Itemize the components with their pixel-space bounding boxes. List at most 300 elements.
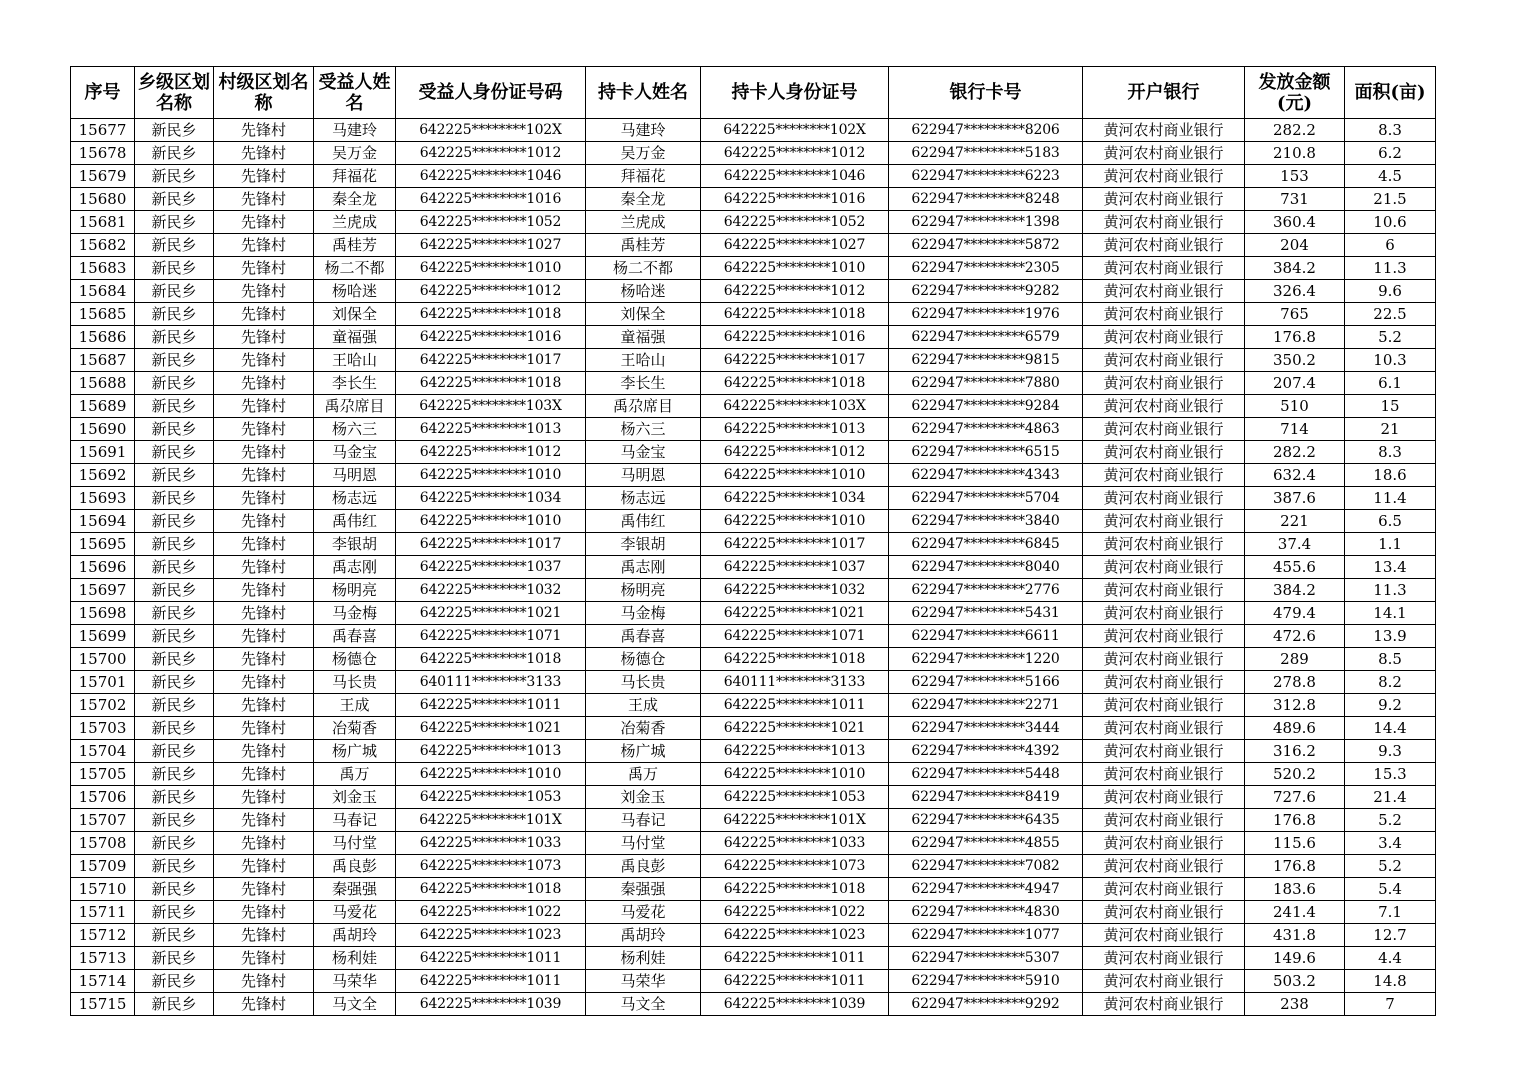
cell-bank-card: 622947*********1398 <box>889 211 1083 234</box>
cell-beneficiary-id: 640111********3133 <box>396 671 586 694</box>
cell-cardholder-id: 642225********102X <box>701 119 889 142</box>
table-row <box>71 671 1436 694</box>
cell-bank: 黄河农村商业银行 <box>1083 809 1245 832</box>
cell-bank-card: 622947*********9282 <box>889 280 1083 303</box>
cell-bank: 黄河农村商业银行 <box>1083 671 1245 694</box>
cell-beneficiary-name: 马金梅 <box>314 602 396 625</box>
cell-amount: 384.2 <box>1245 579 1345 602</box>
cell-cardholder-id: 642225********1027 <box>701 234 889 257</box>
cell-village: 先锋村 <box>214 303 314 326</box>
cell-township: 新民乡 <box>135 855 214 878</box>
cell-serial-number: 15678 <box>71 142 135 165</box>
cell-beneficiary-name: 拜福花 <box>314 165 396 188</box>
cell-amount: 731 <box>1245 188 1345 211</box>
cell-serial-number: 15707 <box>71 809 135 832</box>
cell-beneficiary-name: 马金宝 <box>314 441 396 464</box>
table-row <box>71 211 1436 234</box>
cell-township: 新民乡 <box>135 556 214 579</box>
cell-bank: 黄河农村商业银行 <box>1083 993 1245 1016</box>
cell-cardholder-name: 杨哈迷 <box>586 280 701 303</box>
cell-beneficiary-name: 马建玲 <box>314 119 396 142</box>
cell-area: 9.2 <box>1345 694 1436 717</box>
header-area: 面积(亩) <box>1345 67 1436 119</box>
cell-beneficiary-id: 642225********1010 <box>396 763 586 786</box>
cell-area: 6.1 <box>1345 372 1436 395</box>
table-row <box>71 556 1436 579</box>
cell-village: 先锋村 <box>214 119 314 142</box>
cell-area: 8.3 <box>1345 441 1436 464</box>
cell-beneficiary-id: 642225********1013 <box>396 740 586 763</box>
cell-serial-number: 15691 <box>71 441 135 464</box>
cell-beneficiary-name: 杨德仓 <box>314 648 396 671</box>
cell-bank-card: 622947*********6845 <box>889 533 1083 556</box>
cell-village: 先锋村 <box>214 970 314 993</box>
cell-bank-card: 622947*********5431 <box>889 602 1083 625</box>
cell-beneficiary-id: 642225********1017 <box>396 533 586 556</box>
cell-cardholder-id: 642225********1033 <box>701 832 889 855</box>
cell-beneficiary-id: 642225********101X <box>396 809 586 832</box>
cell-beneficiary-name: 马荣华 <box>314 970 396 993</box>
table-row <box>71 418 1436 441</box>
cell-bank-card: 622947*********2271 <box>889 694 1083 717</box>
cell-beneficiary-name: 禹尕席目 <box>314 395 396 418</box>
cell-amount: 714 <box>1245 418 1345 441</box>
cell-bank: 黄河农村商业银行 <box>1083 602 1245 625</box>
cell-bank-card: 622947*********2776 <box>889 579 1083 602</box>
cell-area: 1.1 <box>1345 533 1436 556</box>
cell-bank-card: 622947*********1077 <box>889 924 1083 947</box>
cell-cardholder-name: 禹胡玲 <box>586 924 701 947</box>
cell-township: 新民乡 <box>135 717 214 740</box>
cell-bank-card: 622947*********9815 <box>889 349 1083 372</box>
cell-beneficiary-id: 642225********103X <box>396 395 586 418</box>
cell-township: 新民乡 <box>135 349 214 372</box>
cell-beneficiary-id: 642225********1017 <box>396 349 586 372</box>
cell-area: 10.3 <box>1345 349 1436 372</box>
cell-area: 22.5 <box>1345 303 1436 326</box>
cell-area: 9.3 <box>1345 740 1436 763</box>
cell-serial-number: 15679 <box>71 165 135 188</box>
cell-bank: 黄河农村商业银行 <box>1083 855 1245 878</box>
cell-village: 先锋村 <box>214 993 314 1016</box>
cell-township: 新民乡 <box>135 832 214 855</box>
header-cardholder-name: 持卡人姓名 <box>586 67 701 119</box>
cell-village: 先锋村 <box>214 809 314 832</box>
cell-beneficiary-name: 杨明亮 <box>314 579 396 602</box>
cell-cardholder-id: 642225********1010 <box>701 464 889 487</box>
cell-township: 新民乡 <box>135 487 214 510</box>
table-row <box>71 395 1436 418</box>
cell-serial-number: 15705 <box>71 763 135 786</box>
cell-beneficiary-name: 禹良彭 <box>314 855 396 878</box>
cell-cardholder-id: 642225********1011 <box>701 970 889 993</box>
cell-amount: 632.4 <box>1245 464 1345 487</box>
cell-beneficiary-name: 禹伟红 <box>314 510 396 533</box>
cell-bank: 黄河农村商业银行 <box>1083 372 1245 395</box>
cell-village: 先锋村 <box>214 533 314 556</box>
cell-cardholder-id: 642225********1021 <box>701 602 889 625</box>
cell-bank: 黄河农村商业银行 <box>1083 556 1245 579</box>
cell-bank-card: 622947*********8419 <box>889 786 1083 809</box>
cell-township: 新民乡 <box>135 165 214 188</box>
cell-cardholder-id: 642225********1013 <box>701 740 889 763</box>
cell-serial-number: 15689 <box>71 395 135 418</box>
cell-cardholder-id: 642225********1010 <box>701 763 889 786</box>
table-row <box>71 188 1436 211</box>
cell-cardholder-name: 冶菊香 <box>586 717 701 740</box>
cell-bank-card: 622947*********6223 <box>889 165 1083 188</box>
cell-beneficiary-name: 杨利娃 <box>314 947 396 970</box>
cell-beneficiary-name: 李长生 <box>314 372 396 395</box>
table-row <box>71 602 1436 625</box>
cell-area: 6 <box>1345 234 1436 257</box>
cell-bank-card: 622947*********6515 <box>889 441 1083 464</box>
cell-village: 先锋村 <box>214 786 314 809</box>
header-cardholder-id: 持卡人身份证号 <box>701 67 889 119</box>
cell-village: 先锋村 <box>214 234 314 257</box>
cell-cardholder-name: 李银胡 <box>586 533 701 556</box>
cell-cardholder-name: 禹良彭 <box>586 855 701 878</box>
cell-township: 新民乡 <box>135 602 214 625</box>
cell-serial-number: 15700 <box>71 648 135 671</box>
cell-amount: 221 <box>1245 510 1345 533</box>
cell-bank: 黄河农村商业银行 <box>1083 395 1245 418</box>
cell-bank: 黄河农村商业银行 <box>1083 165 1245 188</box>
cell-bank: 黄河农村商业银行 <box>1083 280 1245 303</box>
table-row <box>71 326 1436 349</box>
cell-amount: 183.6 <box>1245 878 1345 901</box>
cell-cardholder-name: 秦全龙 <box>586 188 701 211</box>
cell-beneficiary-name: 杨广城 <box>314 740 396 763</box>
cell-township: 新民乡 <box>135 533 214 556</box>
cell-bank-card: 622947*********4947 <box>889 878 1083 901</box>
cell-village: 先锋村 <box>214 832 314 855</box>
cell-township: 新民乡 <box>135 257 214 280</box>
cell-area: 8.5 <box>1345 648 1436 671</box>
cell-area: 18.6 <box>1345 464 1436 487</box>
cell-amount: 384.2 <box>1245 257 1345 280</box>
cell-bank: 黄河农村商业银行 <box>1083 211 1245 234</box>
cell-beneficiary-name: 刘金玉 <box>314 786 396 809</box>
cell-area: 7 <box>1345 993 1436 1016</box>
cell-cardholder-id: 642225********1046 <box>701 165 889 188</box>
cell-area: 15 <box>1345 395 1436 418</box>
cell-village: 先锋村 <box>214 188 314 211</box>
header-bank-card: 银行卡号 <box>889 67 1083 119</box>
cell-village: 先锋村 <box>214 901 314 924</box>
cell-amount: 241.4 <box>1245 901 1345 924</box>
cell-cardholder-id: 642225********1073 <box>701 855 889 878</box>
cell-bank: 黄河农村商业银行 <box>1083 648 1245 671</box>
cell-amount: 289 <box>1245 648 1345 671</box>
cell-beneficiary-name: 刘保全 <box>314 303 396 326</box>
cell-cardholder-name: 吴万金 <box>586 142 701 165</box>
cell-township: 新民乡 <box>135 924 214 947</box>
cell-beneficiary-id: 642225********1022 <box>396 901 586 924</box>
cell-township: 新民乡 <box>135 510 214 533</box>
table-row <box>71 441 1436 464</box>
cell-bank: 黄河农村商业银行 <box>1083 349 1245 372</box>
cell-township: 新民乡 <box>135 280 214 303</box>
cell-bank-card: 622947*********3444 <box>889 717 1083 740</box>
cell-beneficiary-id: 642225********1011 <box>396 694 586 717</box>
cell-serial-number: 15682 <box>71 234 135 257</box>
cell-beneficiary-id: 642225********1046 <box>396 165 586 188</box>
cell-area: 11.4 <box>1345 487 1436 510</box>
cell-village: 先锋村 <box>214 510 314 533</box>
cell-beneficiary-id: 642225********1073 <box>396 855 586 878</box>
cell-cardholder-id: 642225********1017 <box>701 349 889 372</box>
cell-amount: 510 <box>1245 395 1345 418</box>
cell-cardholder-id: 642225********1016 <box>701 326 889 349</box>
cell-bank: 黄河农村商业银行 <box>1083 763 1245 786</box>
cell-cardholder-name: 杨利娃 <box>586 947 701 970</box>
table-row <box>71 303 1436 326</box>
cell-area: 6.2 <box>1345 142 1436 165</box>
table-row <box>71 510 1436 533</box>
cell-serial-number: 15706 <box>71 786 135 809</box>
cell-amount: 176.8 <box>1245 855 1345 878</box>
cell-bank-card: 622947*********5307 <box>889 947 1083 970</box>
cell-serial-number: 15684 <box>71 280 135 303</box>
cell-area: 21.5 <box>1345 188 1436 211</box>
cell-area: 5.2 <box>1345 326 1436 349</box>
cell-bank: 黄河农村商业银行 <box>1083 970 1245 993</box>
cell-cardholder-name: 马金梅 <box>586 602 701 625</box>
cell-village: 先锋村 <box>214 211 314 234</box>
cell-serial-number: 15710 <box>71 878 135 901</box>
cell-cardholder-id: 642225********1013 <box>701 418 889 441</box>
cell-beneficiary-id: 642225********1027 <box>396 234 586 257</box>
cell-amount: 282.2 <box>1245 441 1345 464</box>
cell-township: 新民乡 <box>135 119 214 142</box>
cell-beneficiary-name: 马爱花 <box>314 901 396 924</box>
cell-bank-card: 622947*********6611 <box>889 625 1083 648</box>
cell-beneficiary-name: 杨二不都 <box>314 257 396 280</box>
cell-cardholder-id: 642225********1032 <box>701 579 889 602</box>
cell-township: 新民乡 <box>135 142 214 165</box>
cell-cardholder-id: 642225********1022 <box>701 901 889 924</box>
table-row <box>71 878 1436 901</box>
table-row <box>71 648 1436 671</box>
cell-bank: 黄河农村商业银行 <box>1083 533 1245 556</box>
cell-area: 8.2 <box>1345 671 1436 694</box>
cell-bank-card: 622947*********5910 <box>889 970 1083 993</box>
cell-cardholder-name: 杨明亮 <box>586 579 701 602</box>
cell-amount: 326.4 <box>1245 280 1345 303</box>
table-row <box>71 786 1436 809</box>
cell-beneficiary-name: 禹万 <box>314 763 396 786</box>
cell-area: 4.5 <box>1345 165 1436 188</box>
cell-bank: 黄河农村商业银行 <box>1083 326 1245 349</box>
cell-township: 新民乡 <box>135 694 214 717</box>
table-row <box>71 257 1436 280</box>
cell-serial-number: 15677 <box>71 119 135 142</box>
cell-serial-number: 15683 <box>71 257 135 280</box>
table-row <box>71 625 1436 648</box>
cell-village: 先锋村 <box>214 349 314 372</box>
cell-cardholder-id: 642225********1018 <box>701 303 889 326</box>
cell-cardholder-name: 刘金玉 <box>586 786 701 809</box>
cell-township: 新民乡 <box>135 947 214 970</box>
cell-bank-card: 622947*********4855 <box>889 832 1083 855</box>
cell-village: 先锋村 <box>214 464 314 487</box>
cell-area: 5.2 <box>1345 809 1436 832</box>
cell-bank: 黄河农村商业银行 <box>1083 234 1245 257</box>
cell-amount: 316.2 <box>1245 740 1345 763</box>
cell-amount: 503.2 <box>1245 970 1345 993</box>
cell-bank: 黄河农村商业银行 <box>1083 901 1245 924</box>
cell-village: 先锋村 <box>214 625 314 648</box>
cell-village: 先锋村 <box>214 763 314 786</box>
table-row <box>71 533 1436 556</box>
cell-village: 先锋村 <box>214 280 314 303</box>
table-row <box>71 280 1436 303</box>
cell-beneficiary-name: 秦全龙 <box>314 188 396 211</box>
subsidy-payment-table <box>70 66 1436 1016</box>
cell-bank-card: 622947*********8206 <box>889 119 1083 142</box>
table-row <box>71 372 1436 395</box>
cell-cardholder-id: 642225********1071 <box>701 625 889 648</box>
cell-beneficiary-id: 642225********1018 <box>396 303 586 326</box>
cell-bank-card: 622947*********6579 <box>889 326 1083 349</box>
cell-village: 先锋村 <box>214 326 314 349</box>
cell-amount: 479.4 <box>1245 602 1345 625</box>
cell-bank-card: 622947*********5166 <box>889 671 1083 694</box>
cell-bank-card: 622947*********3840 <box>889 510 1083 533</box>
cell-beneficiary-name: 冶菊香 <box>314 717 396 740</box>
cell-amount: 153 <box>1245 165 1345 188</box>
cell-beneficiary-name: 马付堂 <box>314 832 396 855</box>
cell-township: 新民乡 <box>135 441 214 464</box>
cell-bank-card: 622947*********8248 <box>889 188 1083 211</box>
cell-township: 新民乡 <box>135 648 214 671</box>
table-row <box>71 855 1436 878</box>
cell-beneficiary-id: 642225********1053 <box>396 786 586 809</box>
cell-beneficiary-name: 禹桂芳 <box>314 234 396 257</box>
cell-serial-number: 15712 <box>71 924 135 947</box>
cell-beneficiary-id: 642225********1010 <box>396 257 586 280</box>
cell-bank-card: 622947*********1220 <box>889 648 1083 671</box>
cell-cardholder-id: 642225********1012 <box>701 280 889 303</box>
table-row <box>71 487 1436 510</box>
cell-beneficiary-name: 马明恩 <box>314 464 396 487</box>
cell-cardholder-name: 刘保全 <box>586 303 701 326</box>
cell-township: 新民乡 <box>135 625 214 648</box>
cell-cardholder-name: 杨广城 <box>586 740 701 763</box>
cell-amount: 765 <box>1245 303 1345 326</box>
cell-serial-number: 15704 <box>71 740 135 763</box>
cell-beneficiary-id: 642225********1010 <box>396 510 586 533</box>
cell-cardholder-id: 642225********1018 <box>701 372 889 395</box>
cell-village: 先锋村 <box>214 418 314 441</box>
cell-cardholder-name: 禹志刚 <box>586 556 701 579</box>
cell-bank: 黄河农村商业银行 <box>1083 786 1245 809</box>
cell-area: 5.2 <box>1345 855 1436 878</box>
cell-cardholder-name: 马春记 <box>586 809 701 832</box>
cell-township: 新民乡 <box>135 809 214 832</box>
cell-serial-number: 15680 <box>71 188 135 211</box>
cell-area: 14.4 <box>1345 717 1436 740</box>
table-row <box>71 924 1436 947</box>
cell-beneficiary-id: 642225********1052 <box>396 211 586 234</box>
cell-township: 新民乡 <box>135 740 214 763</box>
cell-cardholder-id: 642225********1011 <box>701 694 889 717</box>
cell-beneficiary-id: 642225********1039 <box>396 993 586 1016</box>
cell-serial-number: 15694 <box>71 510 135 533</box>
cell-beneficiary-id: 642225********1071 <box>396 625 586 648</box>
cell-amount: 210.8 <box>1245 142 1345 165</box>
cell-village: 先锋村 <box>214 165 314 188</box>
cell-area: 15.3 <box>1345 763 1436 786</box>
cell-serial-number: 15687 <box>71 349 135 372</box>
cell-cardholder-id: 642225********1034 <box>701 487 889 510</box>
cell-bank-card: 622947*********4830 <box>889 901 1083 924</box>
cell-township: 新民乡 <box>135 211 214 234</box>
cell-beneficiary-name: 秦强强 <box>314 878 396 901</box>
cell-village: 先锋村 <box>214 602 314 625</box>
cell-beneficiary-id: 642225********1012 <box>396 142 586 165</box>
cell-bank: 黄河农村商业银行 <box>1083 142 1245 165</box>
cell-serial-number: 15698 <box>71 602 135 625</box>
cell-beneficiary-name: 吴万金 <box>314 142 396 165</box>
cell-amount: 489.6 <box>1245 717 1345 740</box>
table-row <box>71 809 1436 832</box>
cell-cardholder-name: 马明恩 <box>586 464 701 487</box>
table-row <box>71 763 1436 786</box>
cell-beneficiary-id: 642225********1012 <box>396 441 586 464</box>
cell-serial-number: 15709 <box>71 855 135 878</box>
cell-amount: 115.6 <box>1245 832 1345 855</box>
cell-beneficiary-name: 禹志刚 <box>314 556 396 579</box>
table-row <box>71 165 1436 188</box>
cell-amount: 387.6 <box>1245 487 1345 510</box>
cell-beneficiary-id: 642225********1023 <box>396 924 586 947</box>
cell-township: 新民乡 <box>135 671 214 694</box>
cell-township: 新民乡 <box>135 303 214 326</box>
header-bank: 开户银行 <box>1083 67 1245 119</box>
table-row <box>71 717 1436 740</box>
cell-township: 新民乡 <box>135 372 214 395</box>
header-row <box>71 67 1436 119</box>
cell-bank-card: 622947*********8040 <box>889 556 1083 579</box>
cell-beneficiary-name: 杨志远 <box>314 487 396 510</box>
cell-amount: 204 <box>1245 234 1345 257</box>
cell-area: 4.4 <box>1345 947 1436 970</box>
cell-village: 先锋村 <box>214 855 314 878</box>
cell-bank-card: 622947*********4392 <box>889 740 1083 763</box>
cell-village: 先锋村 <box>214 671 314 694</box>
cell-cardholder-name: 杨六三 <box>586 418 701 441</box>
cell-cardholder-name: 王哈山 <box>586 349 701 372</box>
cell-amount: 207.4 <box>1245 372 1345 395</box>
cell-beneficiary-name: 王哈山 <box>314 349 396 372</box>
cell-serial-number: 15713 <box>71 947 135 970</box>
cell-beneficiary-id: 642225********1034 <box>396 487 586 510</box>
cell-beneficiary-id: 642225********1018 <box>396 648 586 671</box>
cell-bank: 黄河农村商业银行 <box>1083 878 1245 901</box>
cell-area: 14.8 <box>1345 970 1436 993</box>
cell-area: 21 <box>1345 418 1436 441</box>
cell-beneficiary-id: 642225********1016 <box>396 188 586 211</box>
cell-serial-number: 15711 <box>71 901 135 924</box>
cell-area: 3.4 <box>1345 832 1436 855</box>
cell-serial-number: 15714 <box>71 970 135 993</box>
cell-bank-card: 622947*********7082 <box>889 855 1083 878</box>
cell-bank: 黄河农村商业银行 <box>1083 510 1245 533</box>
cell-serial-number: 15692 <box>71 464 135 487</box>
cell-serial-number: 15686 <box>71 326 135 349</box>
